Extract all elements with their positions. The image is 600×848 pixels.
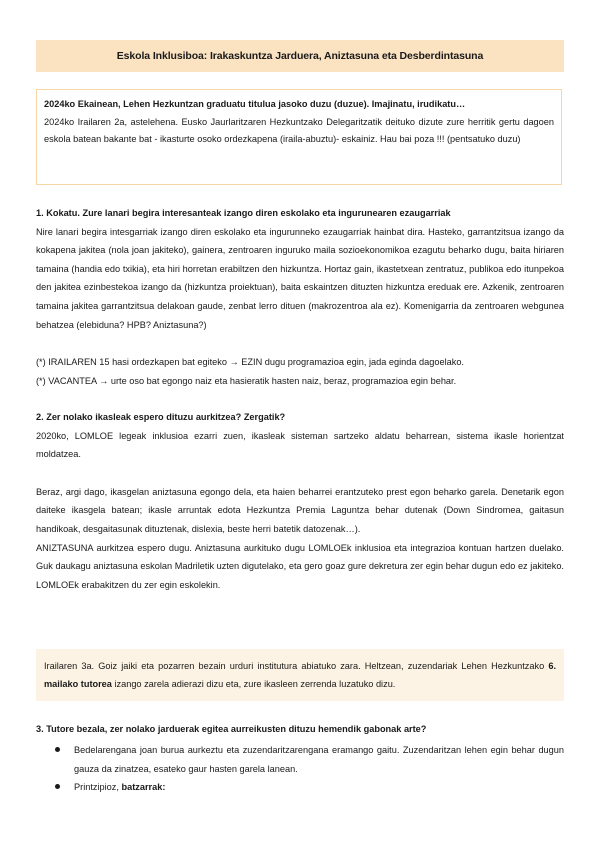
intro-text: 2024ko Irailaren 2a, astelehena. Eusko Jaurlaritzaren Hezkuntzako Delegaritzatik deituko dizute zure herritik gertu dagoen eskola batean bakante bat - ikasturte osoko ordezkapena (iraila-abuztu)- eskainiz. Hau bai poza !!! (pentsatuko duzu) xyxy=(44,116,554,144)
bullet-1-text: Bedelarengana joan burua aurkeztu eta zuzendaritzarengana eramango gaitu. Zuzendaritzan lehen egin behar dugun gauza da zinatzea, esateko gaur hasten garela lanean. xyxy=(74,745,564,774)
list-item xyxy=(36,741,564,778)
section-1-note-1: (*) IRAILAREN 15 hasi ordezkapen bat egiteko → EZIN dugu programazioa egin, jada eginda dagoelako. xyxy=(36,357,464,368)
section-3-bullets xyxy=(36,741,564,797)
list-item xyxy=(36,778,564,797)
section-1-body: Nire lanari begira intesgarriak izango diren eskolako eta ingurunneko ezaugarriak hainbat dira. Hasteko, garrantzitsua izango da kokapena jakitea (nola joan jakiteko), gainera, zentroaren inguruko maila sozioekonomikoa ezagutu beharko dugu, baita hiriaren tamaina (handia edo txikia), eta hiri horretan erabiltzen den hizkuntza. Hortaz gain, ikastetxean zentratuz, publikoa edo itunpekoa den jakitea ezinbestekoa izango da (hizkuntza proiektuan), baita eskaintzen dituzten hizkuntza ereduak ere. Azkenik, zentroaren tamaina jakitea garrantzitsua delakoan gaude, zenbat lerro dituen (makrozentroa ala ez). Komenigarria da zentroaren webgunea behatzea (elebiduna? HPB? Aniztasuna?) xyxy=(36,226,564,330)
intro-box xyxy=(36,89,562,185)
section-1-heading: 1. Kokatu. Zure lanari begira interesanteak izango diren eskolako eta ingurunearen ezaugarriak xyxy=(36,208,451,218)
scenario-note-box xyxy=(36,649,564,701)
scenario-note-before: Irailaren 3a. Goiz jaiki eta pozarren bezain urduri institutura abiatuko zara. Heltzean, zuzendariak Lehen Hezkuntzako xyxy=(44,661,549,671)
scenario-note-after: izango zarela adierazi dizu eta, zure ikasleen zerrenda luzatuko dizu. xyxy=(111,679,396,689)
section-2-paragraph-3: ANIZTASUNA aurkitzea espero dugu. Aniztasuna aurkituko dugu LOMLOEk inklusioa eta integrazioa kontuan hartzen duelako. Guk daukagu aniztasuna eskolan Madriletik uzten digutelako, eta gero goaz gure dekretura zer egin behar dugun edo ez jakiteko. LOMLOEk erabakitzen du zer egin eskolekin. xyxy=(36,542,564,590)
section-2 xyxy=(36,408,564,594)
scenario-note-text xyxy=(44,657,556,693)
bullet-2-bold: batzarrak: xyxy=(121,782,166,793)
section-3 xyxy=(36,720,564,739)
scenario-note-bold: 6. mailako tutorea xyxy=(44,661,556,689)
bullet-icon xyxy=(55,747,60,752)
section-3-heading: 3. Tutore bezala, zer nolako jarduerak egitea aurreikusten dituzu hemendik gabonak arte? xyxy=(36,724,427,734)
intro-heading: 2024ko Ekainean, Lehen Hezkuntzan graduatu titulua jasoko duzu (duzue). Imajinatu, irudikatu… xyxy=(44,99,466,109)
section-1-note-2: (*) VACANTEA → urte oso bat egongo naiz eta hasieratik hasten naiz, beraz, programazioa egin behar. xyxy=(36,375,457,386)
section-2-paragraph-2: Beraz, argi dago, ikasgelan aniztasuna egongo dela, eta haien beharrei erantzuteko prest egon beharko garela. Denetarik egon daiteke ikasgela batean; ikasle arruntak edota Hezkuntza Premia Laguntza behar dutenak (Down Sindromea, gaitasun handikoak, desgaitasunak dituztenak, dislexia, beste herri batetik datozenak…). xyxy=(36,486,564,534)
bullet-2-text xyxy=(74,778,564,797)
bullet-2-prefix: Printzipioz, xyxy=(74,782,122,793)
bullet-icon xyxy=(55,784,60,789)
document-title-text: Eskola Inklusiboa: Irakaskuntza Jarduera, Aniztasuna eta Desberdintasuna xyxy=(116,50,484,62)
section-2-heading: 2. Zer nolako ikasleak espero dituzu aurkitzea? Zergatik? xyxy=(36,412,286,422)
document-title xyxy=(36,40,564,72)
section-2-paragraph-1: 2020ko, LOMLOE legeak inklusioa ezarri zuen, ikasleak sisteman sartzeko aldatu beharrean, sistema ikasle horientzat moldatzea. xyxy=(36,430,564,460)
section-1 xyxy=(36,204,564,390)
